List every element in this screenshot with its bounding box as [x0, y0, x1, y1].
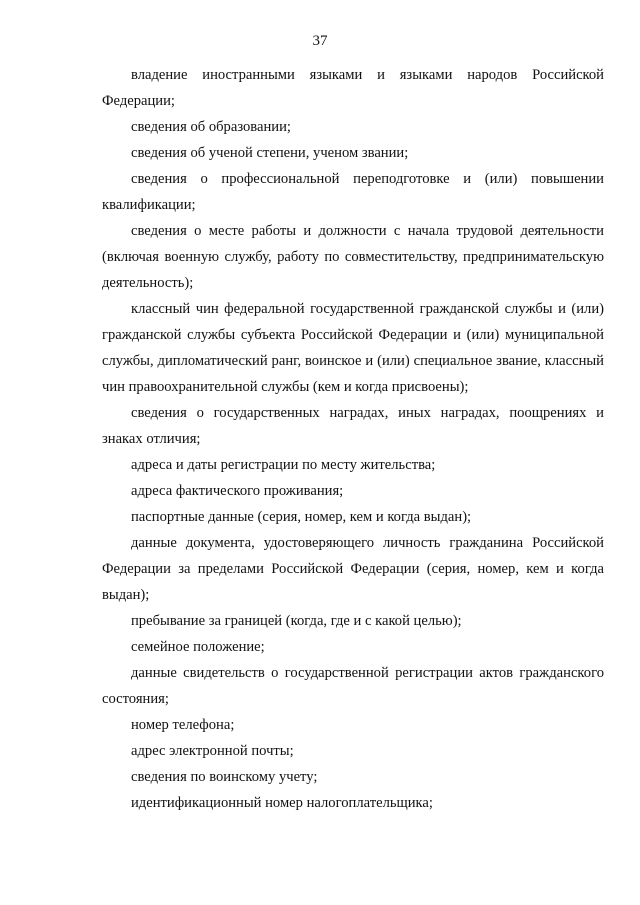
list-item: сведения об образовании; [131, 119, 291, 135]
list-item: классный чин федеральной государственной гражданской службы и (или) гражданской службы субъекта Российской Федерации и (или) муниципальной службы, дипломатический ранг, воинское и (или) специальное звание, классный чин правоохранительной службы (кем и когда присвоены); [102, 301, 604, 395]
document-body [102, 62, 604, 816]
list-item: адреса фактического проживания; [131, 483, 344, 499]
list-item: данные свидетельств о государственной регистрации актов гражданского состояния; [102, 665, 604, 707]
list-item: адреса и даты регистрации по месту жительства; [131, 457, 436, 473]
list-item: адрес электронной почты; [131, 743, 294, 759]
page-number: 37 [312, 33, 328, 49]
list-item: сведения по воинскому учету; [131, 769, 318, 785]
list-item: данные документа, удостоверяющего личность гражданина Российской Федерации за пределами Российской Федерации (серия, номер, кем и когда выдан); [102, 535, 604, 603]
list-item: сведения о месте работы и должности с начала трудовой деятельности (включая военную службу, работу по совместительству, предпринимательскую деятельность); [102, 223, 604, 291]
list-item: владение иностранными языками и языками народов Российской Федерации; [102, 67, 604, 109]
list-item: сведения об ученой степени, ученом звании; [131, 145, 409, 161]
list-item: номер телефона; [131, 717, 235, 733]
list-item: пребывание за границей (когда, где и с какой целью); [131, 613, 462, 629]
list-item: сведения о государственных наградах, иных наградах, поощрениях и знаках отличия; [102, 405, 604, 447]
list-item: семейное положение; [131, 639, 265, 655]
list-item: сведения о профессиональной переподготовке и (или) повышении квалификации; [102, 171, 604, 213]
list-item: паспортные данные (серия, номер, кем и когда выдан); [131, 509, 472, 525]
list-item: идентификационный номер налогоплательщика; [131, 795, 433, 811]
